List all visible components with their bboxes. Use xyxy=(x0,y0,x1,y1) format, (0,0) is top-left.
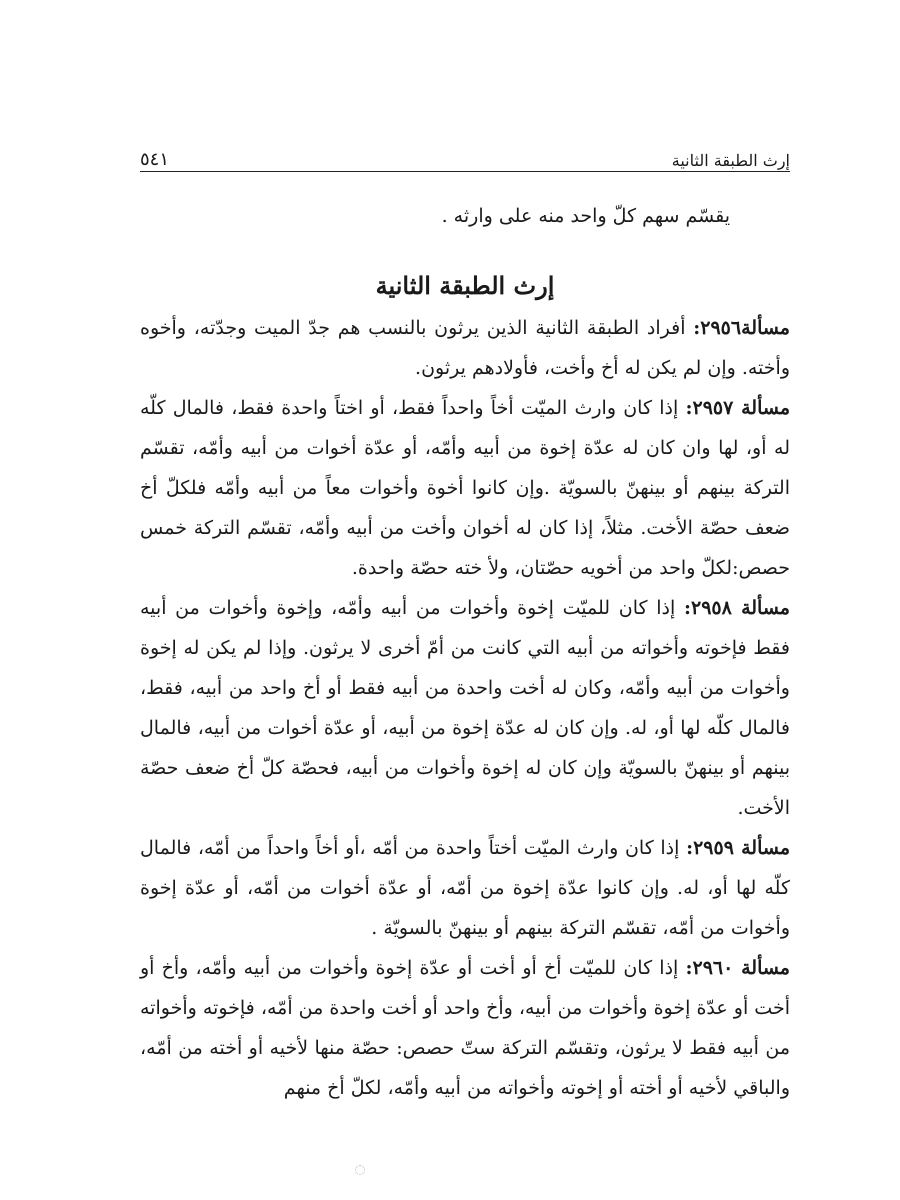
scan-speckle xyxy=(355,1165,365,1175)
page-body xyxy=(140,196,790,1108)
issue-label: مسألة ٢٩٥٩: xyxy=(686,837,791,859)
page-number: ٥٤١ xyxy=(140,149,170,170)
issue-paragraph xyxy=(140,588,790,828)
issue-text: إذا كان للميّت إخوة وأخوات من أبيه وأمّه، وإخوة وأخوات من أبيه فقط فإخوته وأخواته من أبيه التي كانت من أمّ أخرى لا يرثون. وإذا لم يكن له إخوة وأخوات من أبيه وأمّه، وكان له أخت واحدة من أبيه فقط أو أخ واحد من أبيه، فقط، فالمال كلّه لها أو، له. وإن كان له عدّة إخوة من أبيه، أو عدّة أخوات من أبيه، فالمال بينهم أو بينهنّ بالسويّة وإن كان له إخوة وأخوات من أبيه، فحصّة كلّ أخ ضعف حصّة الأخت. xyxy=(140,597,790,819)
section-title: إرث الطبقة الثانية xyxy=(375,271,555,300)
issue-label: مسألة ٢٩٥٨: xyxy=(683,597,790,619)
issue-label: مسألة ٢٩٦٠: xyxy=(685,957,790,979)
header-rule xyxy=(140,171,790,172)
intro-paragraph: يقسّم سهم كلّ واحد منه على وارثه . xyxy=(441,205,730,227)
issue-paragraph xyxy=(140,828,790,948)
issue-text: إذا كان وارث الميّت أختاً واحدة من أمّه ،أو أخاً واحداً من أمّه، فالمال كلّه لها أو، له. وإن كانوا عدّة إخوة من أمّه، أو عدّة أخوات من أمّه، أو عدّة إخوة وأخوات من أمّه، تقسّم التركة بينهم أو بينهنّ بالسويّة . xyxy=(140,837,790,939)
issue-text: إذا كان وارث الميّت أخاً واحداً فقط، أو اختاً واحدة فقط، فالمال كلّه له أو، لها وان كان له عدّة إخوة من أبيه وأمّه، أو عدّة أخوات من أبيه وأمّه، تقسّم التركة بينهم أو بينهنّ بالسويّة .وإن كانوا أخوة وأخوات معاً من أبيه وأمّه فلكلّ أخ ضعف حصّة الأخت. مثلاً، إذا كان له أخوان وأخت من أبيه وأمّه، تقسّم التركة خمس حصص:لكلّ واحد من أخويه حصّتان، ولأ خته حصّة واحدة. xyxy=(140,397,790,579)
running-header xyxy=(140,140,790,170)
issue-label: مسألة ٢٩٥٧: xyxy=(685,397,790,419)
issue-paragraph xyxy=(140,388,790,588)
issue-text: إذا كان للميّت أخ أو أخت أو عدّة إخوة وأخوات من أبيه وأمّه، وأخ أو أخت أو عدّة إخوة وأخوات من أبيه، وأخ واحد أو أخت واحدة من أمّه، فإخوته وأخواته من أبيه فقط لا يرثون، وتقسّم التركة ستّ حصص: حصّة منها لأخيه أو أخته من أمّه، والباقي لأخيه أو أخته أو إخوته وأخواته من أبيه وأمّه، لكلّ أخ منهم xyxy=(140,957,790,1099)
issue-label: مسألة٢٩٥٦: xyxy=(693,317,790,339)
issue-paragraph xyxy=(140,948,790,1108)
issue-text: أفراد الطبقة الثانية الذين يرثون بالنسب هم جدّ الميت وجدّته، وأخوه وأخته. وإن لم يكن له أخ وأخت، فأولادهم يرثون. xyxy=(140,317,790,379)
issue-paragraph xyxy=(140,308,790,388)
running-title: إرث الطبقة الثانية xyxy=(671,151,790,170)
